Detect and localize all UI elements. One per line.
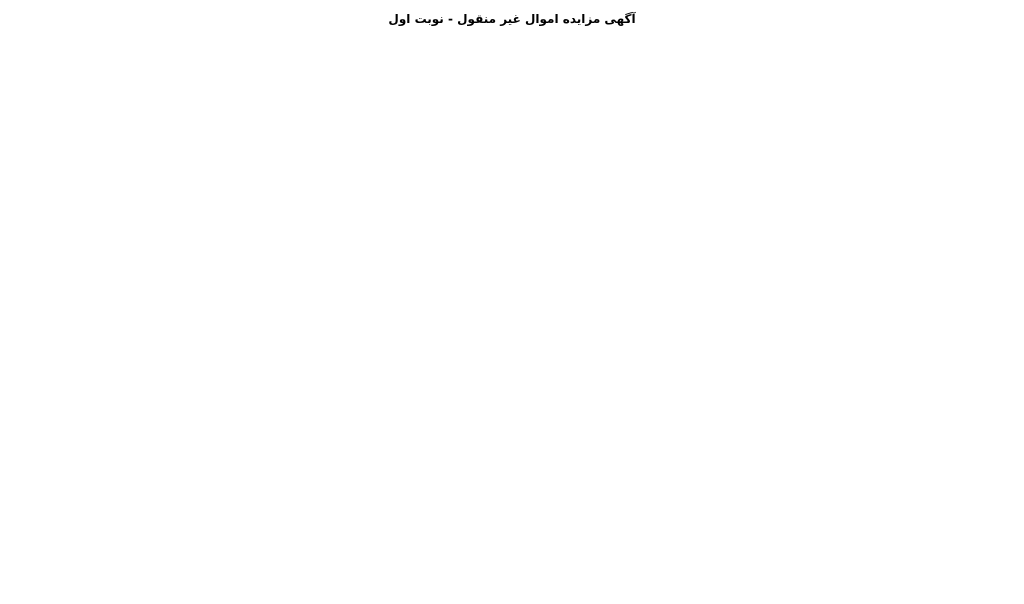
notice-title: آگهی مزایده اموال غیر منقول - نوبت اول — [388, 12, 636, 26]
